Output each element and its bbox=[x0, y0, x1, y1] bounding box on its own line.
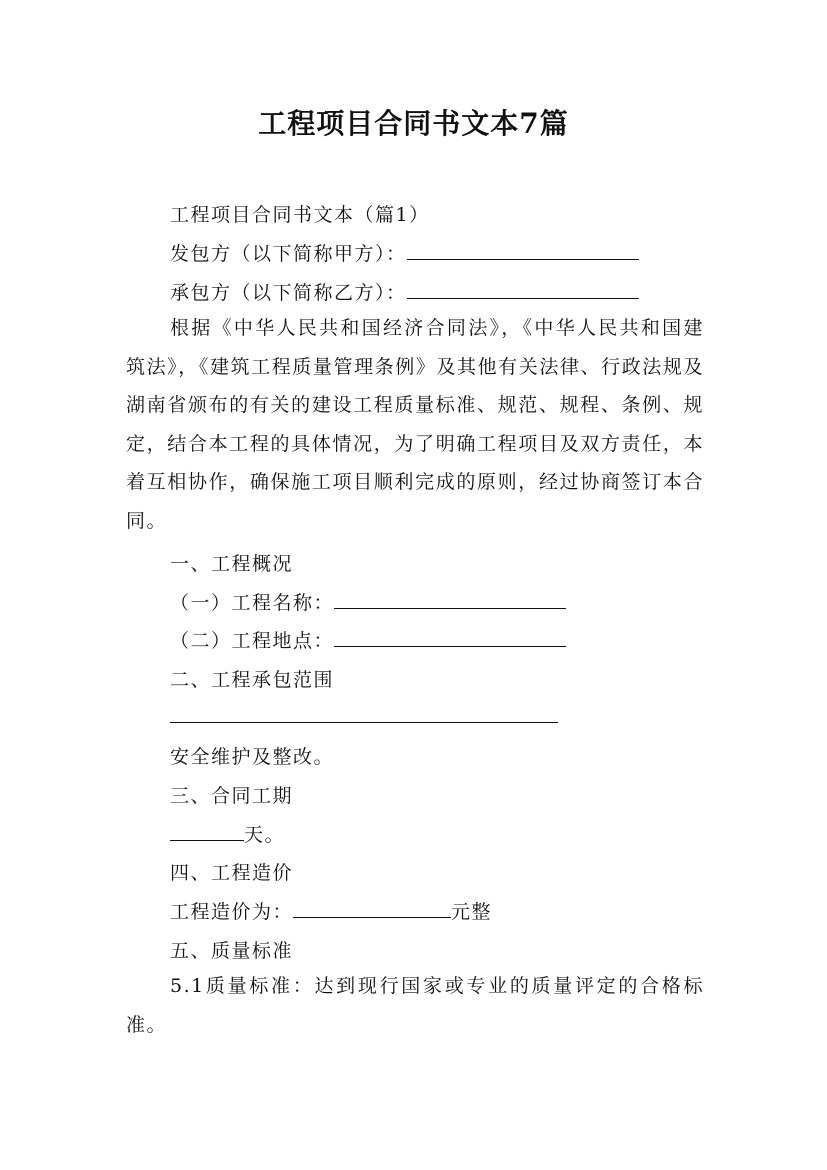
quality-paragraph: 5.1质量标准：达到现行国家或专业的质量评定的合格标准。 bbox=[126, 975, 704, 1036]
price-label: 工程造价为： bbox=[170, 901, 294, 923]
project-name-label: （一）工程名称： bbox=[170, 592, 335, 614]
party-b-label: 承包方（以下简称乙方）： bbox=[170, 282, 407, 304]
section-heading: 工程项目合同书文本（篇1） bbox=[170, 204, 430, 226]
project-name-blank bbox=[334, 590, 566, 609]
section-3-heading: 三、合同工期 bbox=[170, 785, 294, 807]
section-1-heading: 一、工程概况 bbox=[170, 553, 294, 575]
party-a-label: 发包方（以下简称甲方）： bbox=[170, 243, 407, 265]
project-name-line bbox=[170, 588, 566, 615]
project-place-label: （二）工程地点： bbox=[170, 630, 335, 652]
section-5-heading: 五、质量标准 bbox=[170, 940, 294, 962]
duration-unit: 天。 bbox=[244, 824, 286, 846]
project-place-blank bbox=[334, 628, 566, 647]
party-b-line bbox=[170, 278, 639, 305]
scope-tail-line: 安全维护及整改。 bbox=[170, 746, 335, 768]
section-2-heading: 二、工程承包范围 bbox=[170, 669, 335, 691]
section-4-heading: 四、工程造价 bbox=[170, 862, 294, 884]
document-title: 工程项目合同书文本7篇 bbox=[258, 107, 569, 140]
party-a-line bbox=[170, 239, 639, 266]
duration-blank bbox=[170, 822, 244, 841]
party-a-blank bbox=[407, 241, 639, 260]
duration-line bbox=[170, 820, 285, 847]
party-b-blank bbox=[407, 280, 639, 299]
scope-blank bbox=[170, 704, 558, 723]
price-unit: 元整 bbox=[451, 901, 493, 923]
intro-paragraph: 根据《中华人民共和国经济合同法》，《中华人民共和国建筑法》，《建筑工程质量管理条例》及其他有关法律、行政法规及湖南省颁布的有关的建设工程质量标准、规范、规程、条例、规定，结合本工程的具体情况，为了明确工程项目及双方责任，本着互相协作，确保施工项目顺利完成的原则，经过协商签订本合同。 bbox=[126, 317, 704, 532]
price-line bbox=[170, 897, 492, 924]
price-blank bbox=[293, 899, 451, 918]
scope-blank-line bbox=[170, 704, 558, 728]
project-place-line bbox=[170, 626, 566, 653]
